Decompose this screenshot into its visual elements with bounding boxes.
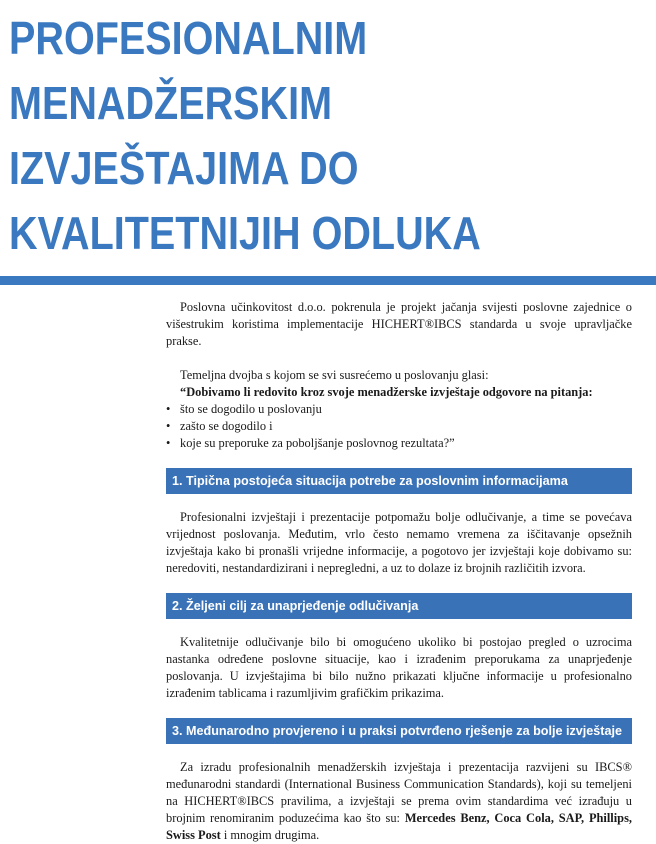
bullet-icon: •	[166, 436, 171, 450]
section-heading-1: 1. Tipična postojeća situacija potrebe za poslovnim informacijama	[166, 468, 632, 494]
list-item-text: zašto se dogodilo i	[180, 419, 273, 433]
company-list: Mercedes Benz, Coca Cola, SAP, Phillips, Swiss Post	[166, 811, 632, 842]
section-body-3-end: i mnogim drugima.	[220, 828, 320, 842]
list-item	[166, 418, 632, 435]
intro-paragraph: Poslovna učinkovitost d.o.o. pokrenula je projekt jačanja svijesti poslovne zajednice o višestrukim koristima implementacije HICHERT®IBCS standarda u svoje upravljačke prakse.	[166, 300, 632, 348]
bullet-icon: •	[166, 402, 171, 416]
section-heading-3: 3. Međunarodno provjereno i u praksi potvrđeno rješenje za bolje izvještaje	[166, 718, 632, 744]
intro-lead: Temeljna dvojba s kojom se svi susrećemo u poslovanju glasi:	[180, 368, 489, 382]
title-line-3: IZVJEŠTAJIMA DO	[9, 142, 359, 194]
question-list	[166, 401, 632, 452]
list-item	[166, 435, 632, 452]
article-body	[166, 299, 632, 844]
list-item-text: što se dogodilo u poslovanju	[180, 402, 322, 416]
title-divider	[0, 276, 656, 285]
page-title	[9, 6, 611, 266]
section-body-2: Kvalitetnije odlučivanje bilo bi omogućeno ukoliko bi postojao pregled o uzrocima nastanka određene poslovne situacije, kao i izrađenim preporukama za unaprjeđenje poslovanja. U izvještajima bi bilo nužno prikazati ključne informacije u profesionalno izrađenim tablicama i razumljivim grafičkim prikazima.	[166, 635, 632, 700]
intro-question-block	[166, 367, 632, 452]
section-body-1: Profesionalni izvještaji i prezentacije potpomažu bolje odlučivanje, a time se povećava vrijednost poslovanja. Međutim, vrlo često nemamo vremena za iščitavanje opsežnih izvještaja kako bi pronašli vrijedne informacije, a pogotovo jer izvještaji koje dobivamo su: neredoviti, nestandardizirani i nepregledni, a uz to dolaze iz brojnih različitih izvora.	[166, 510, 632, 575]
section-body-3	[166, 759, 632, 844]
section-heading-2: 2. Željeni cilj za unaprjeđenje odlučivanja	[166, 593, 632, 619]
intro-question: “Dobivamo li redovito kroz svoje menadžerske izvještaje odgovore na pitanja:	[180, 385, 593, 399]
title-line-2: MENADŽERSKIM	[9, 77, 333, 129]
title-line-4: KVALITETNIJIH ODLUKA	[9, 207, 481, 259]
list-item-text: koje su preporuke za poboljšanje poslovnog rezultata?”	[180, 436, 455, 450]
list-item	[166, 401, 632, 418]
section-body-3-start: Za izradu profesionalnih menadžerskih izvještaja i prezentacija razvijeni su IBCS® međunarodni standardi (International Business Communication Standards), koji su temeljeni na HICHERT®IBCS pravilima, a izvještaji se prema ovim standardima već izrađuju u brojnim renomiranim poduzećima kao što su:	[166, 760, 632, 825]
title-line-1: PROFESIONALNIM	[9, 12, 368, 64]
bullet-icon: •	[166, 419, 171, 433]
